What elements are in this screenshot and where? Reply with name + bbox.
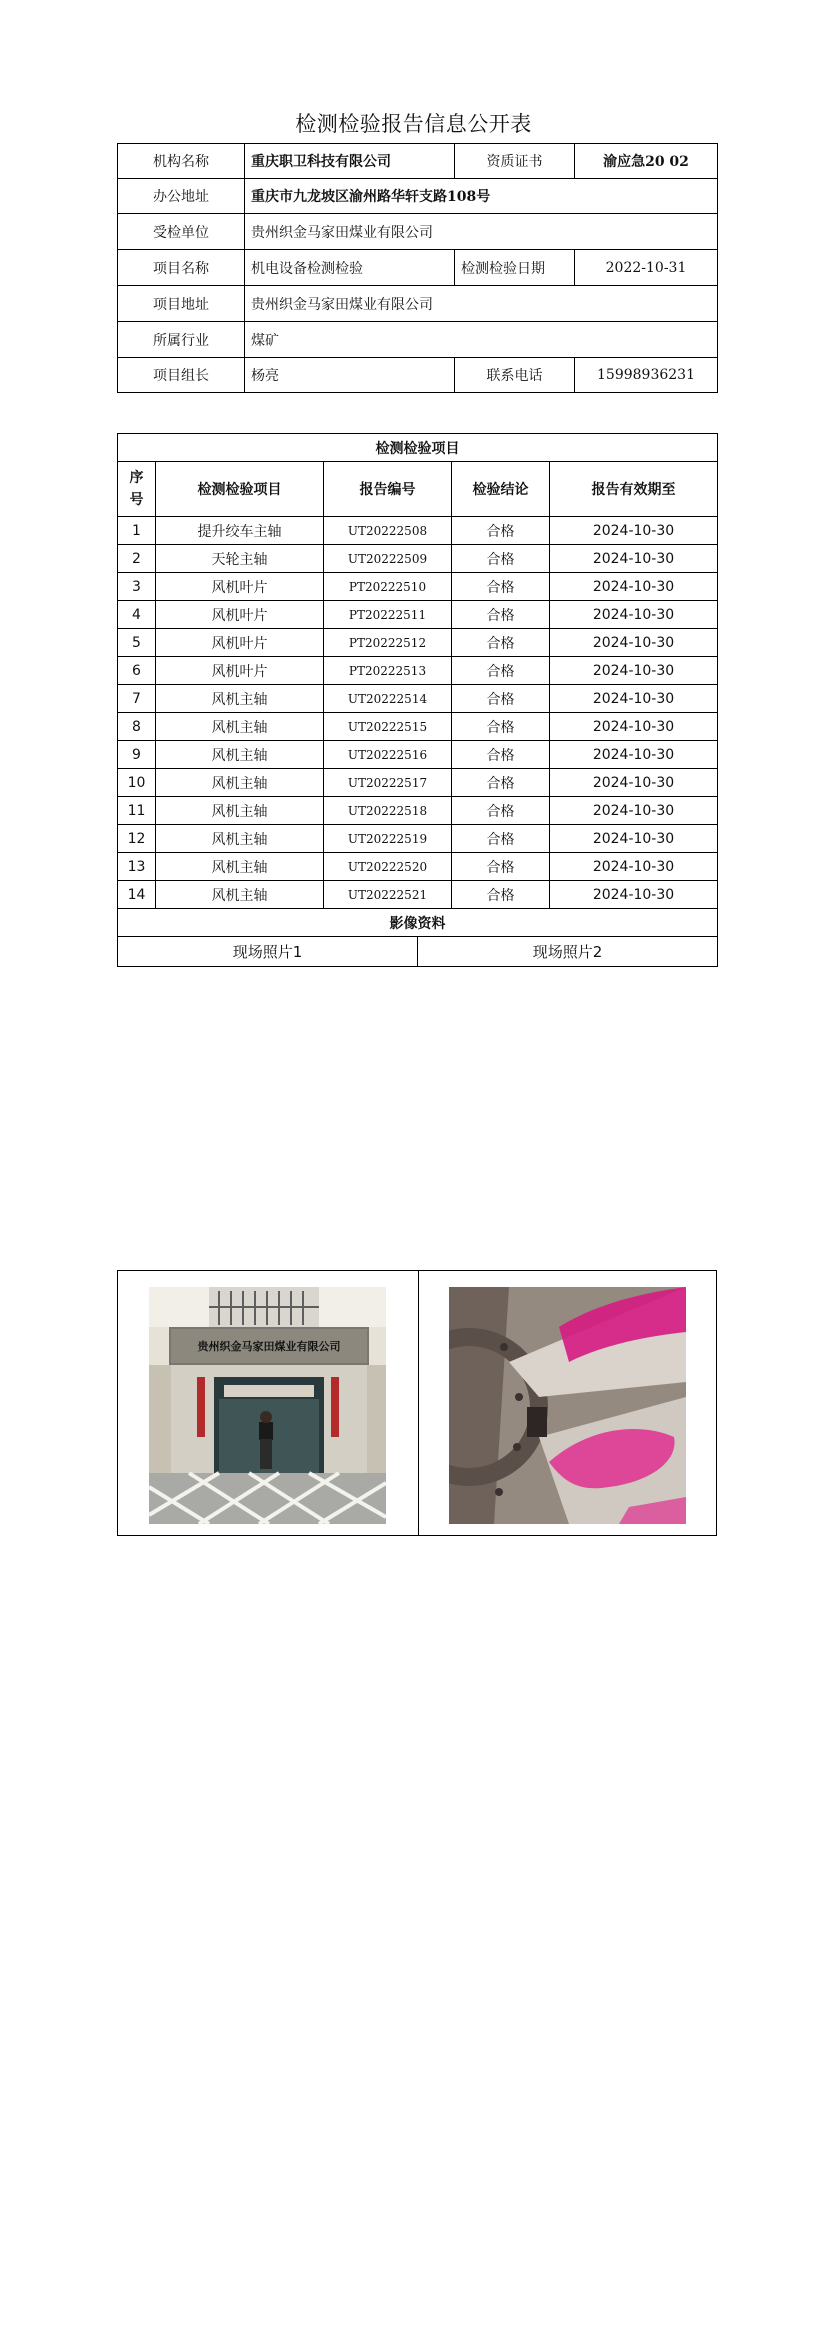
row-conclusion: 合格 bbox=[452, 825, 550, 853]
site-photo-2 bbox=[449, 1287, 686, 1524]
row-conclusion: 合格 bbox=[452, 685, 550, 713]
row-valid-until: 2024-10-30 bbox=[550, 741, 718, 769]
row-report-no: PT20222513 bbox=[324, 657, 452, 685]
header-conclusion: 检验结论 bbox=[452, 462, 550, 517]
table-row bbox=[118, 769, 718, 797]
row-item: 风机主轴 bbox=[156, 769, 324, 797]
table-row bbox=[118, 853, 718, 881]
row-conclusion: 合格 bbox=[452, 657, 550, 685]
date-value: 2022-10-31 bbox=[575, 250, 718, 286]
row-valid-until: 2024-10-30 bbox=[550, 657, 718, 685]
row-index: 10 bbox=[118, 769, 156, 797]
row-index: 3 bbox=[118, 573, 156, 601]
photo-label-table bbox=[117, 936, 718, 967]
row-index: 6 bbox=[118, 657, 156, 685]
row-report-no: UT20222521 bbox=[324, 881, 452, 909]
project-label: 项目名称 bbox=[118, 250, 245, 286]
row-report-no: UT20222514 bbox=[324, 685, 452, 713]
table-row bbox=[118, 685, 718, 713]
table-row bbox=[118, 573, 718, 601]
photo1-sign-text: 贵州织金马家田煤业有限公司 bbox=[197, 1340, 341, 1353]
row-index: 8 bbox=[118, 713, 156, 741]
row-index: 5 bbox=[118, 629, 156, 657]
table-row bbox=[118, 601, 718, 629]
client-value: 贵州织金马家田煤业有限公司 bbox=[245, 214, 718, 250]
row-report-no: PT20222510 bbox=[324, 573, 452, 601]
row-conclusion: 合格 bbox=[452, 629, 550, 657]
media-section-title: 影像资料 bbox=[118, 909, 718, 937]
cert-value: 渝应急20 02 bbox=[575, 144, 718, 179]
row-valid-until: 2024-10-30 bbox=[550, 825, 718, 853]
row-item: 风机主轴 bbox=[156, 825, 324, 853]
items-section-title: 检测检验项目 bbox=[118, 434, 718, 462]
header-report-no: 报告编号 bbox=[324, 462, 452, 517]
info-table bbox=[117, 143, 718, 393]
row-conclusion: 合格 bbox=[452, 601, 550, 629]
client-label: 受检单位 bbox=[118, 214, 245, 250]
row-item: 风机主轴 bbox=[156, 741, 324, 769]
row-index: 1 bbox=[118, 517, 156, 545]
row-conclusion: 合格 bbox=[452, 573, 550, 601]
header-index: 序号 bbox=[118, 462, 156, 517]
row-report-no: UT20222515 bbox=[324, 713, 452, 741]
addr-label: 办公地址 bbox=[118, 179, 245, 214]
row-item: 风机叶片 bbox=[156, 573, 324, 601]
row-index: 14 bbox=[118, 881, 156, 909]
row-item: 风机主轴 bbox=[156, 685, 324, 713]
industry-value: 煤矿 bbox=[245, 322, 718, 358]
row-valid-until: 2024-10-30 bbox=[550, 601, 718, 629]
row-index: 7 bbox=[118, 685, 156, 713]
row-index: 4 bbox=[118, 601, 156, 629]
row-valid-until: 2024-10-30 bbox=[550, 545, 718, 573]
org-value: 重庆职卫科技有限公司 bbox=[245, 144, 455, 179]
items-table bbox=[117, 433, 718, 937]
leader-label: 项目组长 bbox=[118, 358, 245, 393]
row-item: 天轮主轴 bbox=[156, 545, 324, 573]
row-conclusion: 合格 bbox=[452, 741, 550, 769]
row-report-no: UT20222508 bbox=[324, 517, 452, 545]
row-index: 2 bbox=[118, 545, 156, 573]
table-row bbox=[118, 797, 718, 825]
row-item: 风机叶片 bbox=[156, 601, 324, 629]
row-index: 12 bbox=[118, 825, 156, 853]
row-conclusion: 合格 bbox=[452, 797, 550, 825]
row-valid-until: 2024-10-30 bbox=[550, 881, 718, 909]
header-valid-until: 报告有效期至 bbox=[550, 462, 718, 517]
row-index: 11 bbox=[118, 797, 156, 825]
row-report-no: UT20222520 bbox=[324, 853, 452, 881]
project-value: 机电设备检测检验 bbox=[245, 250, 455, 286]
fan-blade-inspection-image bbox=[449, 1287, 686, 1524]
row-valid-until: 2024-10-30 bbox=[550, 797, 718, 825]
row-item: 风机主轴 bbox=[156, 881, 324, 909]
row-report-no: PT20222512 bbox=[324, 629, 452, 657]
table-row bbox=[118, 517, 718, 545]
table-row bbox=[118, 629, 718, 657]
row-report-no: UT20222517 bbox=[324, 769, 452, 797]
table-row bbox=[118, 713, 718, 741]
row-conclusion: 合格 bbox=[452, 881, 550, 909]
row-item: 风机叶片 bbox=[156, 657, 324, 685]
row-conclusion: 合格 bbox=[452, 853, 550, 881]
row-valid-until: 2024-10-30 bbox=[550, 685, 718, 713]
cert-label: 资质证书 bbox=[455, 144, 575, 179]
photo2-label: 现场照片2 bbox=[418, 937, 718, 967]
industry-label: 所属行业 bbox=[118, 322, 245, 358]
row-valid-until: 2024-10-30 bbox=[550, 517, 718, 545]
table-row bbox=[118, 825, 718, 853]
page-title: 检测检验报告信息公开表 bbox=[295, 112, 532, 136]
row-conclusion: 合格 bbox=[452, 713, 550, 741]
row-conclusion: 合格 bbox=[452, 769, 550, 797]
table-row bbox=[118, 741, 718, 769]
leader-value: 杨亮 bbox=[245, 358, 455, 393]
photo-panel bbox=[117, 1270, 717, 1536]
row-index: 13 bbox=[118, 853, 156, 881]
row-item: 提升绞车主轴 bbox=[156, 517, 324, 545]
row-index: 9 bbox=[118, 741, 156, 769]
row-valid-until: 2024-10-30 bbox=[550, 853, 718, 881]
row-conclusion: 合格 bbox=[452, 517, 550, 545]
site-label: 项目地址 bbox=[118, 286, 245, 322]
row-valid-until: 2024-10-30 bbox=[550, 769, 718, 797]
photo1-label: 现场照片1 bbox=[118, 937, 418, 967]
row-report-no: UT20222516 bbox=[324, 741, 452, 769]
row-item: 风机主轴 bbox=[156, 713, 324, 741]
row-valid-until: 2024-10-30 bbox=[550, 629, 718, 657]
date-label: 检测检验日期 bbox=[455, 250, 575, 286]
row-item: 风机叶片 bbox=[156, 629, 324, 657]
table-row bbox=[118, 545, 718, 573]
row-valid-until: 2024-10-30 bbox=[550, 713, 718, 741]
org-label: 机构名称 bbox=[118, 144, 245, 179]
phone-value: 15998936231 bbox=[575, 358, 718, 393]
row-report-no: UT20222519 bbox=[324, 825, 452, 853]
table-row bbox=[118, 881, 718, 909]
phone-label: 联系电话 bbox=[455, 358, 575, 393]
row-item: 风机主轴 bbox=[156, 853, 324, 881]
row-report-no: UT20222518 bbox=[324, 797, 452, 825]
table-row bbox=[118, 657, 718, 685]
site-value: 贵州织金马家田煤业有限公司 bbox=[245, 286, 718, 322]
addr-value: 重庆市九龙坡区渝州路华轩支路108号 bbox=[245, 179, 718, 214]
row-item: 风机主轴 bbox=[156, 797, 324, 825]
site-photo-1 bbox=[149, 1287, 386, 1524]
row-valid-until: 2024-10-30 bbox=[550, 573, 718, 601]
row-conclusion: 合格 bbox=[452, 545, 550, 573]
photo-divider bbox=[418, 1271, 419, 1535]
row-report-no: PT20222511 bbox=[324, 601, 452, 629]
header-item: 检测检验项目 bbox=[156, 462, 324, 517]
row-report-no: UT20222509 bbox=[324, 545, 452, 573]
building-entrance-image bbox=[149, 1287, 386, 1524]
